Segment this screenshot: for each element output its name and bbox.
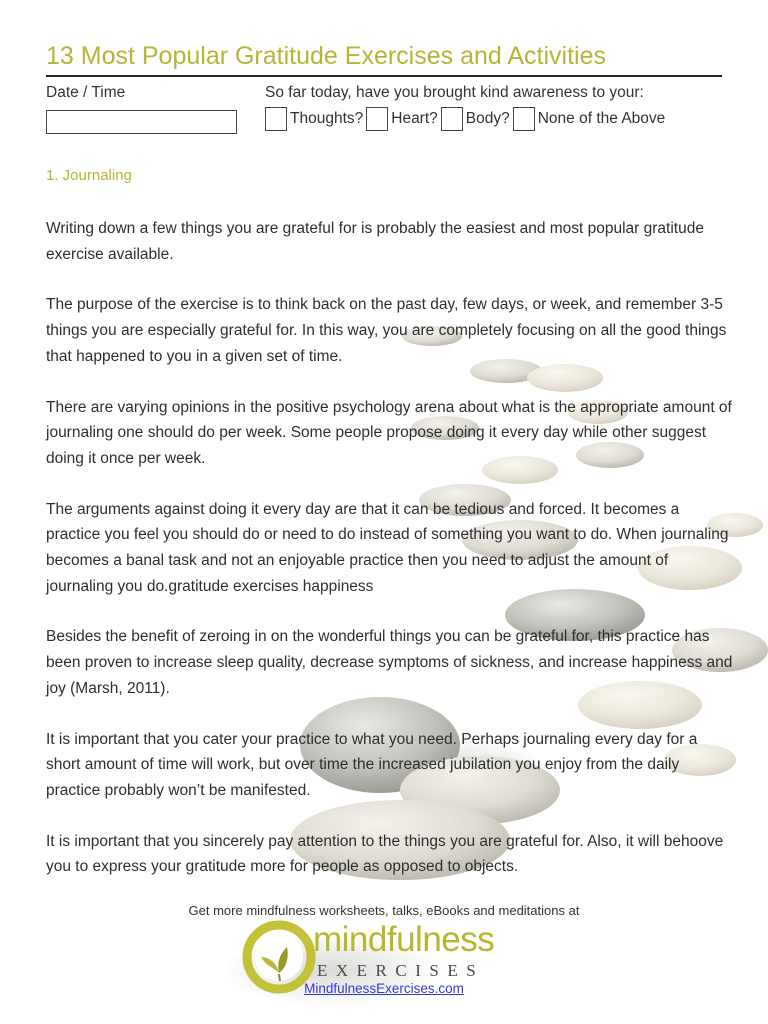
none-checkbox[interactable] bbox=[513, 107, 535, 131]
option-none-of-the-above[interactable] bbox=[513, 107, 666, 131]
website-link[interactable]: MindfulnessExercises.com bbox=[304, 981, 464, 996]
body-label: Body? bbox=[465, 110, 510, 127]
paragraph: It is important that you cater your practice to what you need. Perhaps journaling every day for a short amount of time will work, but over time the increased jubilation you enjoy from the daily practice probably won’t be manifested. bbox=[46, 730, 698, 799]
journaling-body bbox=[46, 216, 736, 905]
option-body[interactable] bbox=[441, 107, 510, 131]
title-divider bbox=[46, 75, 722, 77]
logo-wordmark: mindfulness bbox=[313, 920, 495, 959]
thoughts-checkbox[interactable] bbox=[265, 107, 287, 131]
page-title: 13 Most Popular Gratitude Exercises and Activities bbox=[46, 42, 606, 70]
option-thoughts[interactable] bbox=[265, 107, 363, 131]
paragraph: Besides the benefit of zeroing in on the wonderful things you can be grateful for, this practice has been proven to increase sleep quality, decrease symptoms of sickness, and increase happiness and joy (Marsh, 2011). bbox=[46, 628, 733, 697]
none-label: None of the Above bbox=[537, 110, 666, 127]
paragraph: The arguments against doing it every day are that it can be tedious and forced. It becomes a practice you feel you should do or need to do instead of something you want to do. When journaling becomes a banal task and not an enjoyable practice then you need to adjust the amount of journaling you do.gratitude exercises happiness bbox=[46, 500, 729, 595]
date-time-label: Date / Time bbox=[46, 84, 126, 101]
paragraph: Writing down a few things you are grateful for is probably the easiest and most popular gratitude exercise available. bbox=[46, 220, 704, 263]
heart-checkbox[interactable] bbox=[366, 107, 388, 131]
body-checkbox[interactable] bbox=[441, 107, 463, 131]
heart-label: Heart? bbox=[391, 110, 438, 127]
awareness-options bbox=[265, 107, 668, 131]
thoughts-label: Thoughts? bbox=[290, 110, 364, 127]
footer-promo: Get more mindfulness worksheets, talks, eBooks and meditations at bbox=[188, 903, 580, 918]
paragraph: The purpose of the exercise is to think back on the past day, few days, or week, and remember 3-5 things you are especially grateful for. In this way, you are completely focusing on all the good things that happened to you in a given set of time. bbox=[46, 296, 727, 365]
option-heart[interactable] bbox=[366, 107, 438, 131]
paragraph: It is important that you sincerely pay attention to the things you are grateful for. Also, it will behoove you to express your gratitude more for people as opposed to objects. bbox=[46, 832, 724, 876]
date-time-input[interactable] bbox=[46, 110, 237, 134]
logo-subword: EXERCISES bbox=[317, 961, 485, 980]
awareness-question: So far today, have you brought kind awareness to your: bbox=[265, 84, 644, 101]
section-heading-journaling: 1. Journaling bbox=[46, 167, 132, 184]
paragraph: There are varying opinions in the positive psychology arena about what is the appropriate amount of journaling one should do per week. Some people propose doing it every day while other suggest doing it once per week. bbox=[46, 398, 732, 467]
